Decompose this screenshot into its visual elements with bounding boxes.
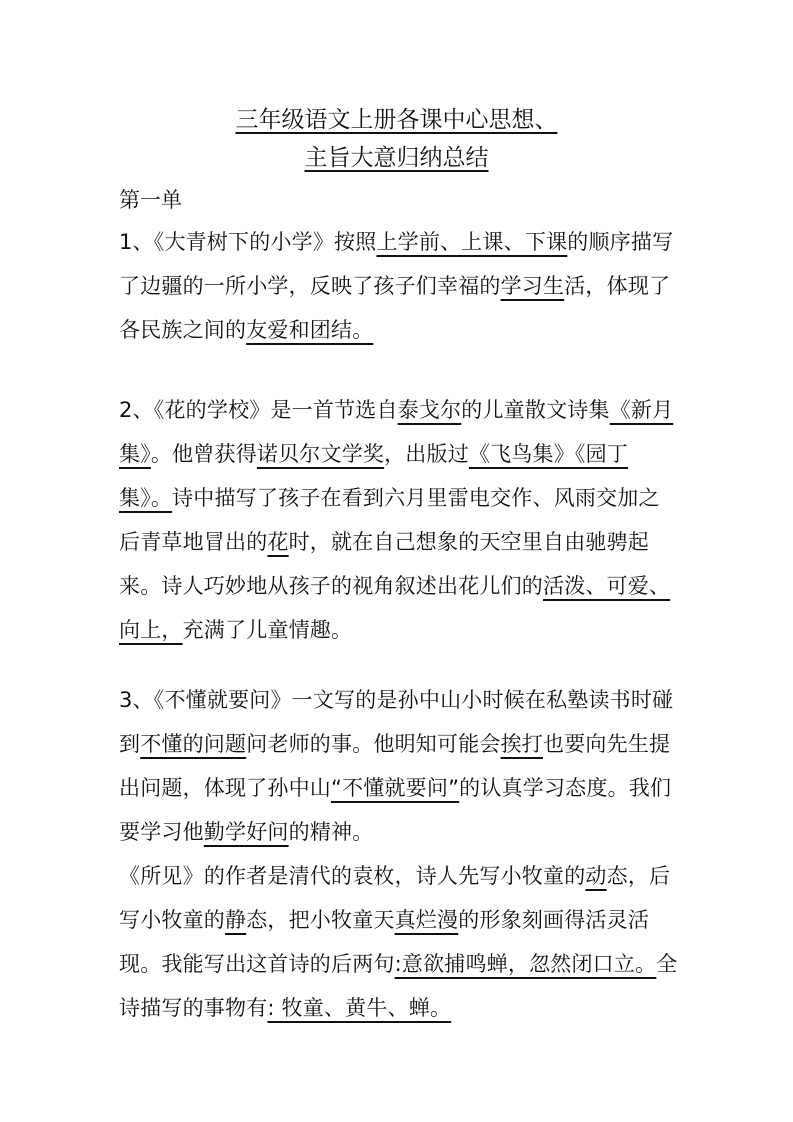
book-title: 《所见》 xyxy=(119,864,204,888)
underlined-phrase: :意欲捕鸣蝉，忽然闭口立。 xyxy=(394,952,657,976)
underlined-phrase: 友爱和团结。 xyxy=(246,318,374,342)
book-title: 《花的学校》 xyxy=(153,398,271,422)
paragraph-2: 2、《花的学校》是一首节选自泰戈尔的儿童散文诗集《新月集》。他曾获得诺贝尔文学奖，出版过《飞鸟集》《园丁集》。诗中描写了孩子在看到六月里雷电交作、风雨交加之后青草地冒出的花时，就在自己想象的天空里自由驰骋起来。诗人巧妙地从孩子的视角叙述出花儿们的活泼、可爱、向上，充满了儿童情趣。 xyxy=(119,398,674,642)
title-line-1: 三年级语文上册各课中心思想、 xyxy=(235,107,558,133)
underlined-phrase: “不懂就要问” xyxy=(331,776,460,800)
underlined-phrase: 学习生 xyxy=(500,274,565,298)
title-line-2: 主旨大意归纳总结 xyxy=(304,145,489,171)
underlined-phrase: 诺贝尔文学奖 xyxy=(256,442,385,466)
underlined-phrase: 勤学好问 xyxy=(203,820,289,844)
underlined-phrase: 不懂的问题 xyxy=(140,732,247,756)
unit-heading: 第一单 xyxy=(119,188,182,212)
underlined-phrase: 《新月集》 xyxy=(119,398,674,466)
underlined-phrase: 活泼、可爱、向上， xyxy=(119,574,671,642)
underlined-phrase: 挨打 xyxy=(500,732,544,756)
underlined-phrase: 《飞鸟集》《园丁集》。 xyxy=(119,442,629,510)
paragraph-4: 《所见》的作者是清代的袁枚，诗人先写小牧童的动态，后写小牧童的静态，把小牧童天真烂漫的形象刻画得活灵活现。我能写出这首诗的后两句:意欲捕鸣蝉，忽然闭口立。全诗描写的事物有: 牧童、黄牛、蝉。 xyxy=(119,864,678,1020)
underlined-phrase: 泰戈尔 xyxy=(397,398,462,422)
underlined-phrase: 静 xyxy=(225,908,247,932)
underlined-phrase: : 牧童、黄牛、蝉。 xyxy=(267,996,452,1020)
underlined-phrase: 花 xyxy=(267,530,289,554)
underlined-phrase: 真烂漫 xyxy=(394,908,459,932)
paragraph-3: 3、《不懂就要问》一文写的是孙中山小时候在私塾读书时碰到不懂的问题问老师的事。他明知可能会挨打也要向先生提出问题，体现了孙中山“不懂就要问”的认真学习态度。我们要学习他勤学好问的精神。 《所见》的作者是清代的袁枚，诗人先写小牧童的动态，后写小牧童的静态，把小牧童天真烂漫的形象刻画得活灵活现。我能写出这首诗的后两句:意欲捕鸣蝉，忽然闭口立。全诗描写的事物有: 牧童、黄牛、蝉。 xyxy=(119,678,679,1030)
underlined-phrase: 上学前、上课、下课 xyxy=(376,230,568,254)
book-title: 《不懂就要问》 xyxy=(153,688,292,712)
underlined-phrase: 动 xyxy=(585,864,607,888)
paragraph-1: 1、《大青树下的小学》按照上学前、上课、下课的顺序描写了边疆的一所小学，反映了孩子们幸福的学习生活，体现了各民族之间的友爱和团结。 xyxy=(119,230,674,342)
